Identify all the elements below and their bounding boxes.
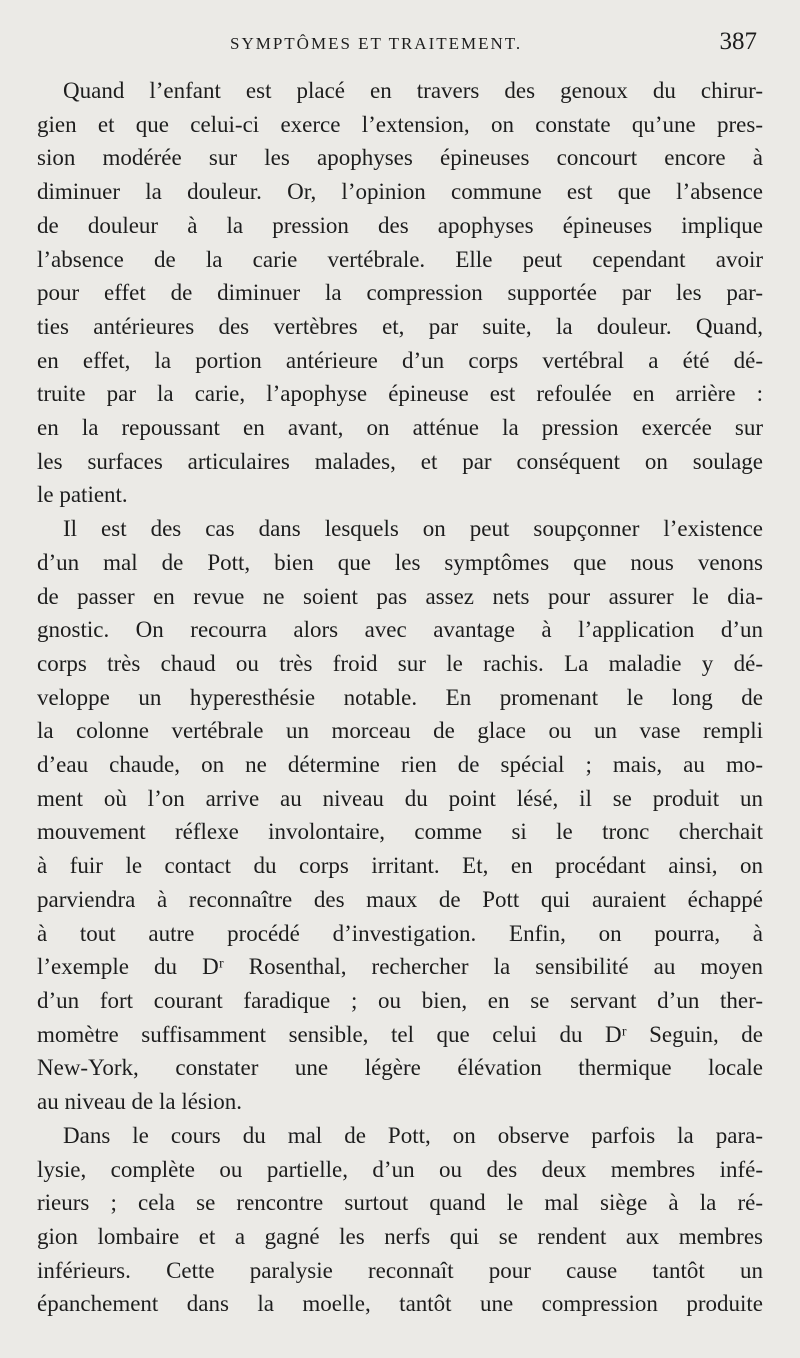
- text-line: pour effet de diminuer la compression supportée par les par-: [37, 280, 763, 306]
- text-line: d’eau chaude, on ne détermine rien de spécial ; mais, au mo-: [37, 752, 763, 778]
- text-line: le patient.: [37, 482, 128, 508]
- page-header: [0, 22, 800, 62]
- body-text: [37, 74, 763, 1321]
- text-line: gien et que celui-ci exerce l’extension, on constate qu’une pres-: [37, 111, 763, 137]
- text-line: momètre suffisamment sensible, tel que celui du Dʳ Seguin, de: [37, 1021, 763, 1047]
- text-line: inférieurs. Cette paralysie reconnaît pour cause tantôt un: [37, 1257, 763, 1283]
- text-line: en effet, la portion antérieure d’un corps vertébral a été dé-: [37, 347, 763, 373]
- paragraph-1: [37, 74, 763, 512]
- text-line: la colonne vertébrale un morceau de glace ou un vase rempli: [37, 718, 763, 744]
- text-line: les surfaces articulaires malades, et par conséquent on soulage: [37, 448, 763, 474]
- text-line: d’un fort courant faradique ; ou bien, en se servant d’un ther-: [37, 987, 763, 1013]
- page-number: 387: [719, 28, 757, 55]
- text-line: au niveau de la lésion.: [37, 1089, 243, 1115]
- text-line: de douleur à la pression des apophyses épineuses implique: [37, 212, 763, 238]
- text-line: ties antérieures des vertèbres et, par suite, la douleur. Quand,: [37, 313, 763, 339]
- text-line: l’absence de la carie vertébrale. Elle peut cependant avoir: [37, 246, 763, 272]
- text-line: rieurs ; cela se rencontre surtout quand le mal siège à la ré-: [37, 1190, 763, 1216]
- text-line: gion lombaire et a gagné les nerfs qui se rendent aux membres: [37, 1223, 763, 1249]
- paragraph-2: [37, 512, 763, 1119]
- text-line: en la repoussant en avant, on atténue la pression exercée sur: [37, 415, 763, 441]
- text-line: sion modérée sur les apophyses épineuses concourt encore à: [37, 145, 763, 171]
- text-line: lysie, complète ou partielle, d’un ou des deux membres infé-: [37, 1156, 763, 1182]
- text-line: mouvement réflexe involontaire, comme si le tronc cherchait: [37, 819, 763, 845]
- text-line: parviendra à reconnaître des maux de Pott qui auraient échappé: [37, 886, 763, 912]
- text-line: Quand l’enfant est placé en travers des genoux du chirur-: [63, 78, 763, 103]
- text-line: gnostic. On recourra alors avec avantage à l’application d’un: [37, 617, 763, 643]
- text-line: truite par la carie, l’apophyse épineuse est refoulée en arrière :: [37, 381, 763, 407]
- text-line: diminuer la douleur. Or, l’opinion commune est que l’absence: [37, 179, 763, 205]
- text-line: d’un mal de Pott, bien que les symptômes que nous venons: [37, 549, 763, 575]
- text-line: Il est des cas dans lesquels on peut soupçonner l’existence: [63, 516, 763, 542]
- text-line: Dans le cours du mal de Pott, on observe parfois la para-: [63, 1122, 763, 1148]
- running-head: SYMPTÔMES ET TRAITEMENT.: [230, 34, 523, 53]
- text-line: veloppe un hyperesthésie notable. En promenant le long de: [37, 684, 763, 710]
- text-line: corps très chaud ou très froid sur le rachis. La maladie y dé-: [37, 650, 763, 676]
- text-line: ment où l’on arrive au niveau du point lésé, il se produit un: [37, 785, 763, 811]
- text-line: de passer en revue ne soient pas assez nets pour assurer le dia-: [37, 583, 763, 609]
- paragraph-3: [37, 1119, 763, 1321]
- text-line: à fuir le contact du corps irritant. Et, en procédant ainsi, on: [37, 853, 763, 879]
- text-line: épanchement dans la moelle, tantôt une compression produite: [37, 1291, 763, 1317]
- text-line: à tout autre procédé d’investigation. Enfin, on pourra, à: [37, 920, 763, 946]
- text-line: l’exemple du Dʳ Rosenthal, rechercher la sensibilité au moyen: [37, 954, 763, 980]
- text-line: New-York, constater une légère élévation thermique locale: [37, 1055, 763, 1081]
